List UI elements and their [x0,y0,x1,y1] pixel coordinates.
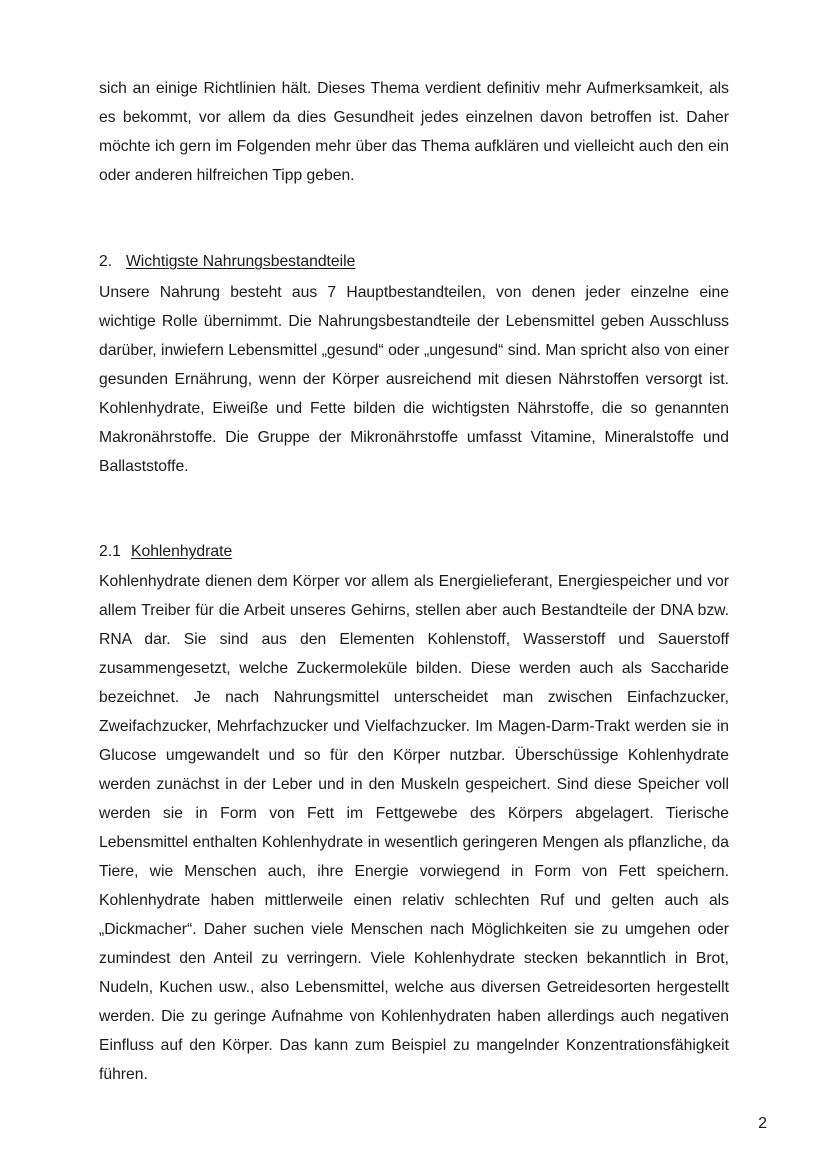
section-heading-2-1 [99,542,232,562]
section-paragraph-2: Unsere Nahrung besteht aus 7 Hauptbestandteilen, von denen jeder einzelne eine wichtige Rolle übernimmt. Die Nahrungsbestandteile der Lebensmittel geben Ausschluss darüber, inwiefern Lebensmittel „gesund“ oder „ungesund“ sind. Man spricht also von einer gesunden Ernährung, wenn der Körper ausreichend mit diesen Nährstoffen versorgt ist. Kohlenhydrate, Eiweiße und Fette bilden die wichtigsten Nährstoffe, die so genannten Makronährstoffe. Die Gruppe der Mikronährstoffe umfasst Vitamine, Mineralstoffe und Ballaststoffe. [99,284,729,475]
section-heading-2 [99,252,355,272]
section-title: Kohlenhydrate [131,543,233,560]
section-number: 2.1 [99,543,121,560]
page-number: 2 [758,1115,767,1132]
intro-paragraph: sich an einige Richtlinien hält. Dieses Thema verdient definitiv mehr Aufmerksamkeit, als es bekommt, vor allem da dies Gesundheit jedes einzelnen davon betroffen ist. Daher möchte ich gern im Folgenden mehr über das Thema aufklären und vielleicht auch den ein oder anderen hilfreichen Tipp geben. [99,80,729,184]
section-paragraph-2-1: Kohlenhydrate dienen dem Körper vor allem als Energielieferant, Energiespeicher und vor allem Treiber für die Arbeit unseres Gehirns, stellen aber auch Bestandteile der DNA bzw. RNA dar. Sie sind aus den Elementen Kohlenstoff, Wasserstoff und Sauerstoff zusammengesetzt, welche Zuckermoleküle bilden. Diese werden auch als Saccharide bezeichnet. Je nach Nahrungsmittel unterscheidet man zwischen Einfachzucker, Zweifachzucker, Mehrfachzucker und Vielfachzucker. Im Magen-Darm-Trakt werden sie in Glucose umgewandelt und so für den Körper nutzbar. Überschüssige Kohlenhydrate werden zunächst in der Leber und in den Muskeln gespeichert. Sind diese Speicher voll werden sie in Form von Fett im Fettgewebe des Körpers abgelagert. Tierische Lebensmittel enthalten Kohlenhydrate in wesentlich geringeren Mengen als pflanzliche, da Tiere, wie Menschen auch, ihre Energie vorwiegend in Form von Fett speichern. Kohlenhydrate haben mittlerweile einen relativ schlechten Ruf und gelten auch als „Dickmacher“. Daher suchen viele Menschen nach Möglichkeiten sie zu umgehen oder zumindest den Anteil zu verringern. Viele Kohlenhydrate stecken bekanntlich in Brot, Nudeln, Kuchen usw., also Lebensmittel, welche aus diversen Getreidesorten hergestellt werden. Die zu geringe Aufnahme von Kohlenhydraten haben allerdings auch negativen Einfluss auf den Körper. Das kann zum Beispiel zu mangelnder Konzentrationsfähigkeit führen. [99,573,729,1083]
section-number: 2. [99,253,113,270]
section-title: Wichtigste Nahrungsbestandteile [126,253,356,270]
